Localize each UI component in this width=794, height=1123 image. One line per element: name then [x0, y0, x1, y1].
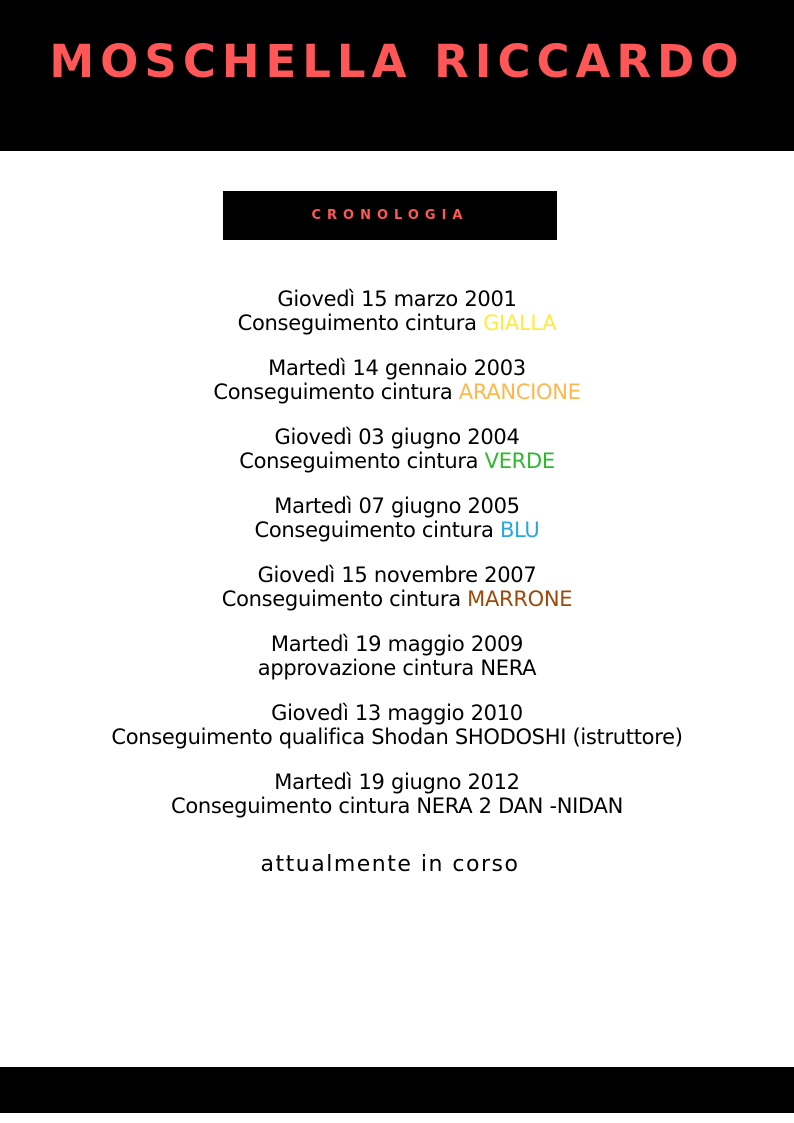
entry-date: Giovedì 15 marzo 2001: [277, 287, 517, 311]
belt-color-label: ARANCIONE: [458, 379, 581, 404]
belt-color-label: MARRONE: [467, 586, 573, 611]
entry-date: Giovedì 03 giugno 2004: [274, 425, 520, 449]
entry-description: [0, 588, 794, 612]
timeline-entry: [0, 564, 794, 611]
entry-date: Martedì 14 gennaio 2003: [268, 356, 526, 380]
entry-text: Conseguimento cintura NERA 2 DAN -NIDAN: [170, 793, 623, 818]
entry-description: [0, 312, 794, 336]
entry-text: Conseguimento qualifica Shodan SHODOSHI (istruttore): [111, 724, 683, 749]
entry-text: Conseguimento cintura: [221, 586, 468, 611]
belt-color-label: BLU: [499, 517, 540, 542]
belt-color-label: VERDE: [484, 448, 555, 473]
footer-band: [0, 1067, 794, 1113]
entry-text: Conseguimento cintura: [237, 310, 484, 335]
entry-description: [0, 726, 794, 750]
belt-color-label: GIALLA: [483, 310, 557, 335]
timeline-entry: [0, 633, 794, 680]
timeline-entry: [0, 771, 794, 818]
page-title: MOSCHELLA RICCARDO: [49, 35, 745, 88]
status-note: attualmente in corso: [260, 852, 520, 877]
timeline: [0, 288, 794, 840]
entry-text: Conseguimento cintura: [239, 448, 485, 473]
entry-description: [0, 795, 794, 819]
entry-description: [0, 381, 794, 405]
belt-color-label: NERA: [480, 655, 537, 680]
entry-text: Conseguimento cintura: [254, 517, 500, 542]
entry-date: Martedì 19 maggio 2009: [270, 632, 524, 656]
entry-date: Martedì 07 giugno 2005: [274, 494, 520, 518]
header-band: [0, 0, 794, 151]
section-heading: CRONOLOGIA: [311, 208, 469, 223]
entry-text: Conseguimento cintura: [213, 379, 459, 404]
entry-text: approvazione cintura: [257, 655, 481, 680]
entry-description: [0, 519, 794, 543]
entry-description: [0, 450, 794, 474]
timeline-entry: [0, 288, 794, 335]
timeline-entry: [0, 495, 794, 542]
section-heading-box: [223, 191, 557, 240]
entry-description: [0, 657, 794, 681]
timeline-entry: [0, 702, 794, 749]
entry-date: Giovedì 13 maggio 2010: [271, 701, 523, 725]
timeline-entry: [0, 426, 794, 473]
timeline-entry: [0, 357, 794, 404]
entry-date: Martedì 19 giugno 2012: [274, 770, 520, 794]
entry-date: Giovedì 15 novembre 2007: [257, 563, 537, 587]
